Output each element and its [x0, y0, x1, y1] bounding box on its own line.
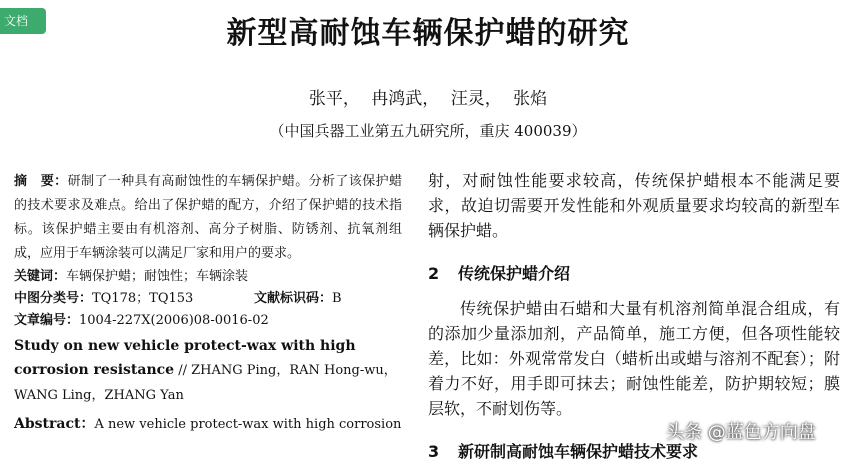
- clc-text: TQ178；TQ153: [92, 291, 194, 306]
- keywords-text: 车辆保护蜡；耐蚀性；车辆涂装: [66, 269, 249, 284]
- paragraph-1: 射，对耐蚀性能要求较高，传统保护蜡根本不能满足要求，故迫切需要开发性能和外观质量要求均较高的新型车辆保护蜡。: [428, 171, 840, 240]
- section-3-number: 3: [428, 442, 440, 461]
- english-title: Study on new vehicle protect-wax with high corrosion resistance: [14, 338, 356, 378]
- english-abstract: [14, 412, 402, 437]
- doc-code-label: 文献标识码：: [254, 291, 333, 306]
- section-3-title: 新研制高耐蚀车辆保护蜡技术要求: [458, 442, 699, 461]
- paper-authors: 张平， 冉鸿武， 汪灵， 张焰: [308, 89, 548, 109]
- doc-badge: 文档: [0, 8, 46, 34]
- keywords-line: [14, 266, 402, 288]
- keywords-label: 关键词：: [14, 269, 67, 284]
- paragraph-2: 传统保护蜡由石蜡和大量有机溶剂简单混合组成，有的添加少量添加剂，产品简单，施工方便，但各项性能较差，比如：外观常常发白（蜡析出或蜡与溶剂不配套）；附着力不好，用手即可抹去；耐蚀性能差，防护期较短；膜层软，不耐划伤等。: [428, 299, 840, 418]
- abstract-cn: [14, 170, 402, 266]
- section-2-number: 2: [428, 264, 440, 283]
- english-authors: // ZHANG Ping，RAN Hong-wu，WANG Ling，ZHANG Yan: [14, 363, 397, 403]
- abstract-cn-text: 研制了一种具有高耐蚀性的车辆保护蜡。分析了该保护蜡的技术要求及难点。给出了保护蜡的配方，介绍了保护蜡的技术指标。该保护蜡主要由有机溶剂、高分子树脂、防锈剂、抗氧剂组成，应用于车辆涂装可以满足厂家和用户的要求。: [14, 174, 402, 261]
- english-abstract-label: Abstract：: [14, 416, 95, 432]
- article-no-text: 1004-227X(2006)08-0016-02: [79, 313, 269, 328]
- article-no-line: [14, 310, 402, 332]
- english-title-block: [14, 334, 402, 408]
- clc-line: [14, 288, 402, 310]
- paper-affiliation: （中国兵器工业第五九研究所，重庆 400039）: [269, 122, 587, 140]
- abstract-cn-label: 摘 要：: [14, 174, 68, 189]
- section-2-title: 传统保护蜡介绍: [458, 264, 571, 283]
- doc-code: [254, 288, 342, 310]
- left-column: [14, 170, 402, 437]
- section-2-heading: [428, 261, 840, 284]
- article-no-label: 文章编号：: [14, 313, 80, 328]
- paper-title: 新型高耐蚀车辆保护蜡的研究: [226, 16, 630, 51]
- clc-label: 中图分类号：: [14, 291, 93, 306]
- doc-code-text: B: [332, 291, 342, 306]
- watermark: 头条 @蓝色方向盘: [666, 422, 816, 443]
- english-abstract-text: A new vehicle protect-wax with high corrosion: [94, 417, 402, 432]
